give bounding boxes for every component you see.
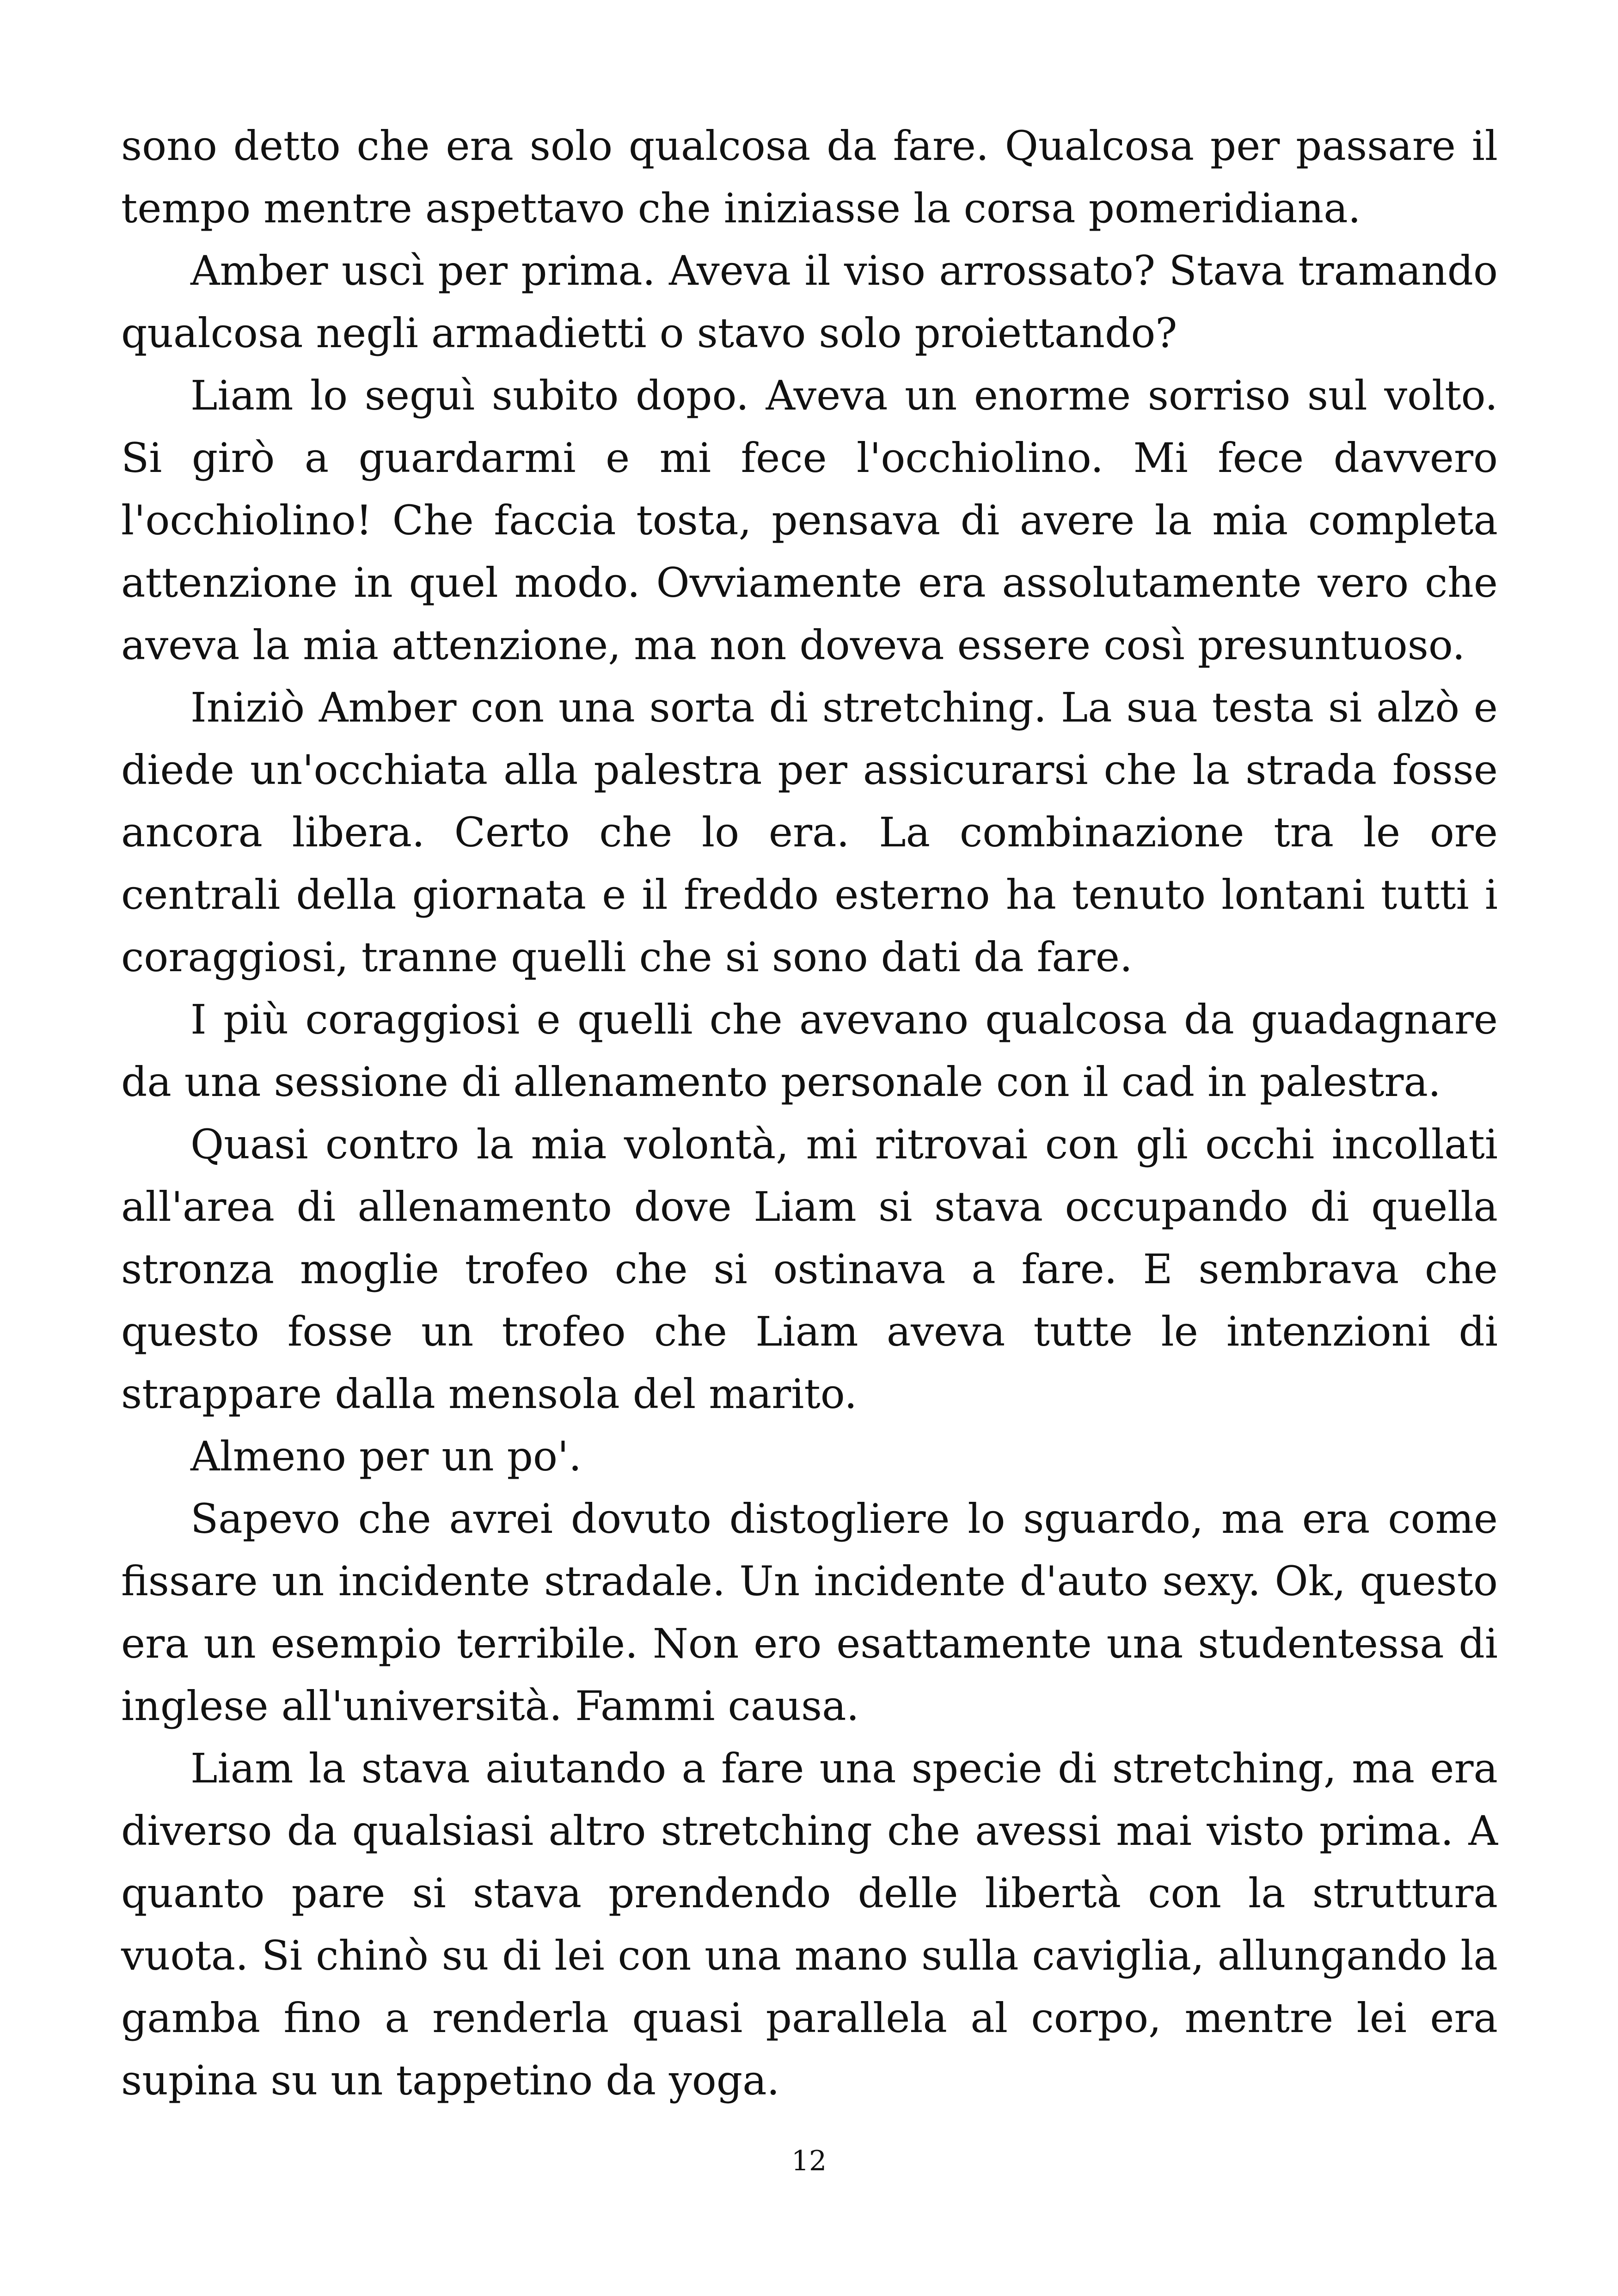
- paragraph: Liam la stava aiutando a fare una specie di stretching, ma era diverso da qualsiasi altro stretching che avessi mai visto prima. A quanto pare si stava prendendo delle libertà con la struttura vuota. Si chinò su di lei con una mano sulla caviglia, allungando la gamba fino a renderla quasi parallela al corpo, mentre lei era supina su un tappetino da yoga.: [121, 1745, 1498, 2104]
- paragraph: Iniziò Amber con una sorta di stretching. La sua testa si alzò e diede un'occhiata alla palestra per assicurarsi che la strada fosse ancora libera. Certo che lo era. La combinazione tra le ore centrali della giornata e il freddo esterno ha tenuto lontani tutti i coraggiosi, tranne quelli che si sono dati da fare.: [121, 684, 1498, 981]
- body-text: [121, 115, 1498, 2112]
- paragraph: I più coraggiosi e quelli che avevano qualcosa da guadagnare da una sessione di allenamento personale con il cad in palestra.: [121, 996, 1498, 1106]
- paragraph: Liam lo seguì subito dopo. Aveva un enorme sorriso sul volto. Si girò a guardarmi e mi fece l'occhiolino. Mi fece davvero l'occhiolino! Che faccia tosta, pensava di avere la mia completa attenzione in quel modo. Ovviamente era assolutamente vero che aveva la mia attenzione, ma non doveva essere così presuntuoso.: [121, 372, 1498, 669]
- paragraph: Almeno per un po'.: [190, 1433, 582, 1480]
- paragraph: Amber uscì per prima. Aveva il viso arrossato? Stava tramando qualcosa negli armadietti o stavo solo proiettando?: [121, 247, 1498, 357]
- paragraph: Sapevo che avrei dovuto distogliere lo sguardo, ma era come fissare un incidente stradale. Un incidente d'auto sexy. Ok, questo era un esempio terribile. Non ero esattamente una studentessa di inglese all'università. Fammi causa.: [121, 1495, 1498, 1730]
- paragraph: sono detto che era solo qualcosa da fare. Qualcosa per passare il tempo mentre aspettavo che iniziasse la corsa pomeridiana.: [121, 122, 1498, 232]
- page-number: 12: [791, 2145, 827, 2177]
- paragraph: Quasi contro la mia volontà, mi ritrovai con gli occhi incollati all'area di allenamento dove Liam si stava occupando di quella stronza moglie trofeo che si ostinava a fare. E sembrava che questo fosse un trofeo che Liam aveva tutte le intenzioni di strappare dalla mensola del marito.: [121, 1120, 1498, 1418]
